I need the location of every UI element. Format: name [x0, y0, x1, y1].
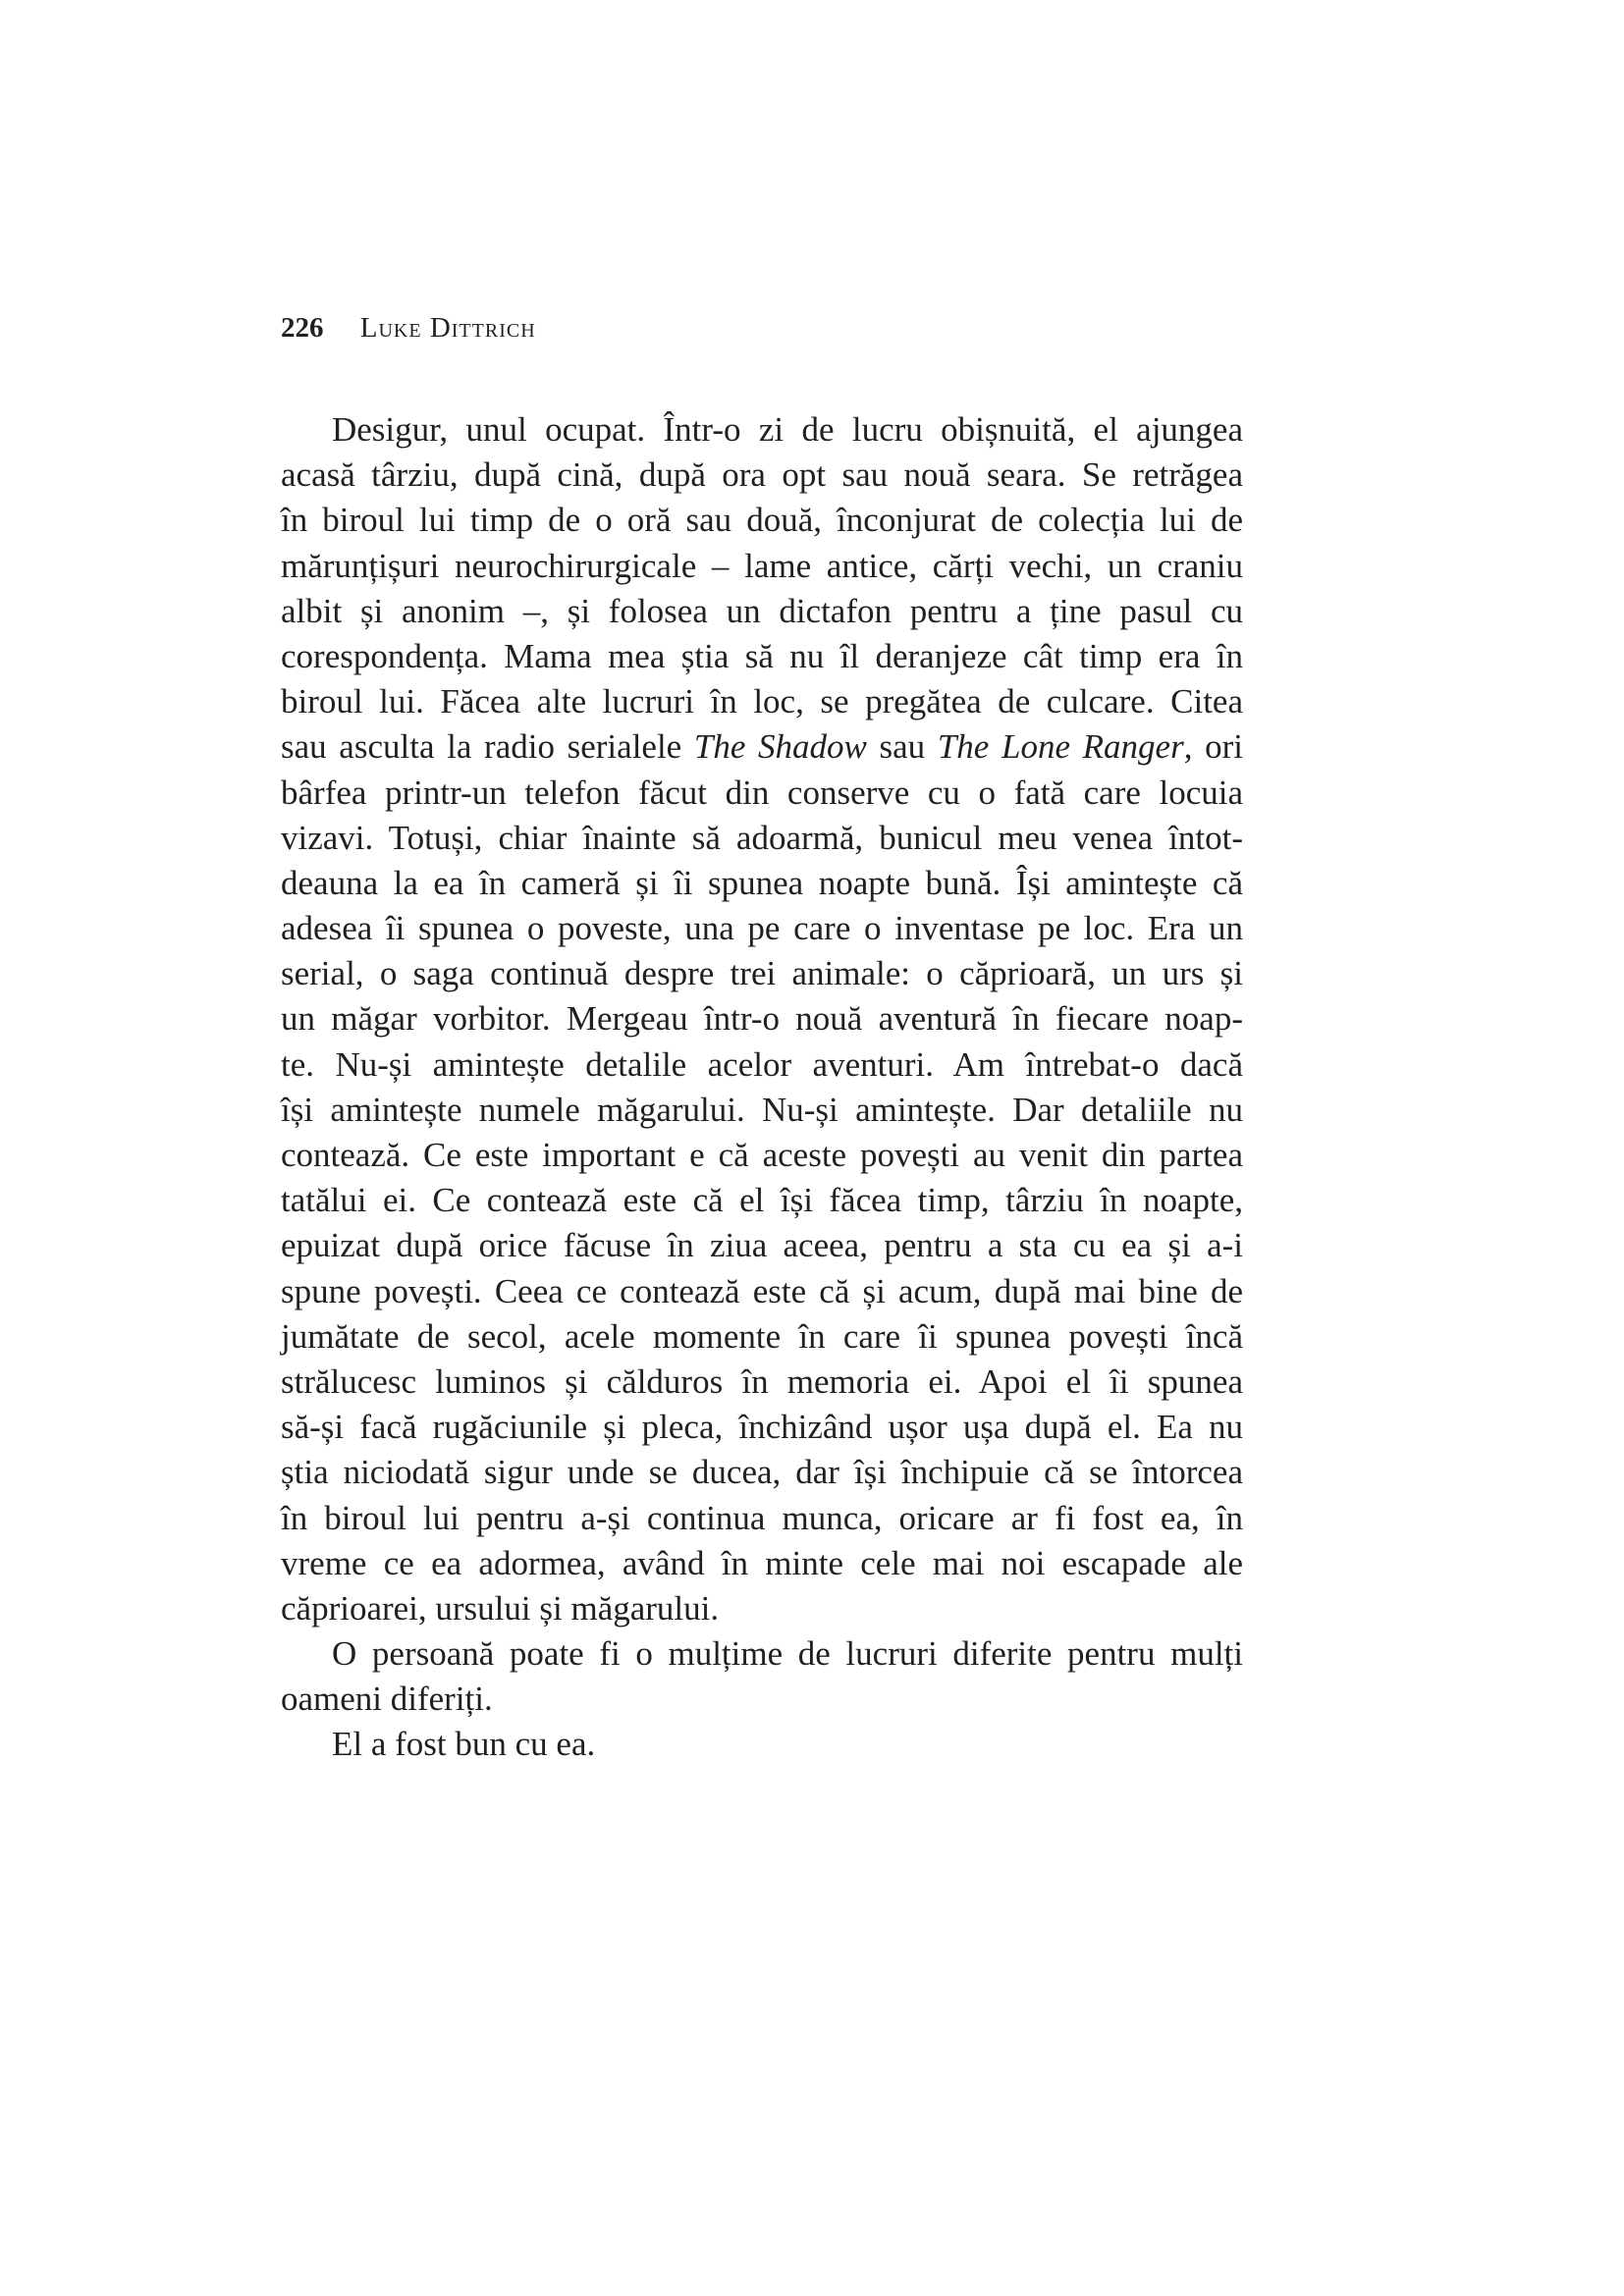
text-line: contează. Ce este important e că aceste povești au venit din partea [281, 1136, 1243, 1174]
text-segment: sau asculta la radio serialele [281, 727, 694, 767]
text-line: acasă târziu, după cină, după ora opt sau nouă seara. Se retrăgea [281, 455, 1243, 495]
text-line: în biroul lui pentru a-și continua munca, oricare ar fi fost ea, în [281, 1498, 1243, 1537]
text-segment: , ori [1183, 727, 1243, 767]
running-head-author: Luke Dittrich [359, 312, 536, 344]
text-line: bârfea printr-un telefon făcut din conserve cu o fată care locuia [281, 773, 1243, 812]
running-header [281, 312, 536, 345]
text-line: biroul lui. Făcea alte lucruri în loc, se pregătea de culcare. Citea [281, 682, 1243, 721]
text-line [281, 724, 1243, 770]
text-line: O persoană poate fi o mulțime de lucruri diferite pentru mulți [332, 1634, 1243, 1674]
text-line: Desigur, unul ocupat. Într-o zi de lucru obișnuită, el ajungea [332, 410, 1243, 449]
text-line: își amintește numele măgarului. Nu-și amintește. Dar detaliile nu [281, 1090, 1243, 1129]
text-line: un măgar vorbitor. Mergeau într-o nouă aventură în fiecare noap- [281, 999, 1243, 1039]
text-line: albit și anonim –, și folosea un dictafon pentru a ține pasul cu [281, 591, 1243, 630]
text-line: deauna la ea în cameră și îi spunea noapte bună. Își amintește că [281, 863, 1243, 902]
text-line: serial, o saga continuă despre trei animale: o căprioară, un urs și [281, 954, 1243, 993]
italic-title: The Lone Ranger [937, 727, 1184, 767]
text-line: corespondența. Mama mea știa să nu îl deranjeze cât timp era în [281, 636, 1243, 675]
text-line: epuizat după orice făcuse în ziua aceea, pentru a sta cu ea și a-i [281, 1226, 1243, 1265]
text-line: oameni diferiți. [281, 1680, 493, 1719]
text-line: în biroul lui timp de o oră sau două, înconjurat de colecția lui de [281, 501, 1243, 540]
italic-title: The Shadow [693, 727, 867, 767]
text-line: adesea îi spunea o poveste, una pe care o inventase pe loc. Era un [281, 909, 1243, 948]
page-number: 226 [281, 312, 324, 344]
text-line: mărunțișuri neurochirurgicale – lame antice, cărți vechi, un craniu [281, 546, 1243, 585]
text-line: căprioarei, ursului și măgarului. [281, 1588, 720, 1628]
text-line: vizavi. Totuși, chiar înainte să adoarmă, bunicul meu venea întot- [281, 818, 1243, 857]
text-line: știa niciodată sigur unde se ducea, dar își închipuie că se întorcea [281, 1453, 1243, 1492]
text-line: vreme ce ea adormea, având în minte cele mai noi escapade ale [281, 1543, 1243, 1582]
text-line: spune povești. Ceea ce contează este că și acum, după mai bine de [281, 1271, 1243, 1310]
text-line: să-și facă rugăciunile și pleca, închizând ușor ușa după el. Ea nu [281, 1408, 1243, 1447]
text-line: jumătate de secol, acele momente în care îi spunea povești încă [281, 1316, 1243, 1356]
text-line: te. Nu-și amintește detalile acelor aventuri. Am întrebat-o dacă [281, 1044, 1243, 1084]
text-line: El a fost bun cu ea. [332, 1725, 596, 1764]
text-segment: sau [866, 727, 938, 767]
text-line: strălucesc luminos și călduros în memoria ei. Apoi el îi spunea [281, 1362, 1243, 1401]
text-line: tatălui ei. Ce contează este că el își făcea timp, târziu în noapte, [281, 1181, 1243, 1220]
body-text [281, 407, 1243, 1768]
